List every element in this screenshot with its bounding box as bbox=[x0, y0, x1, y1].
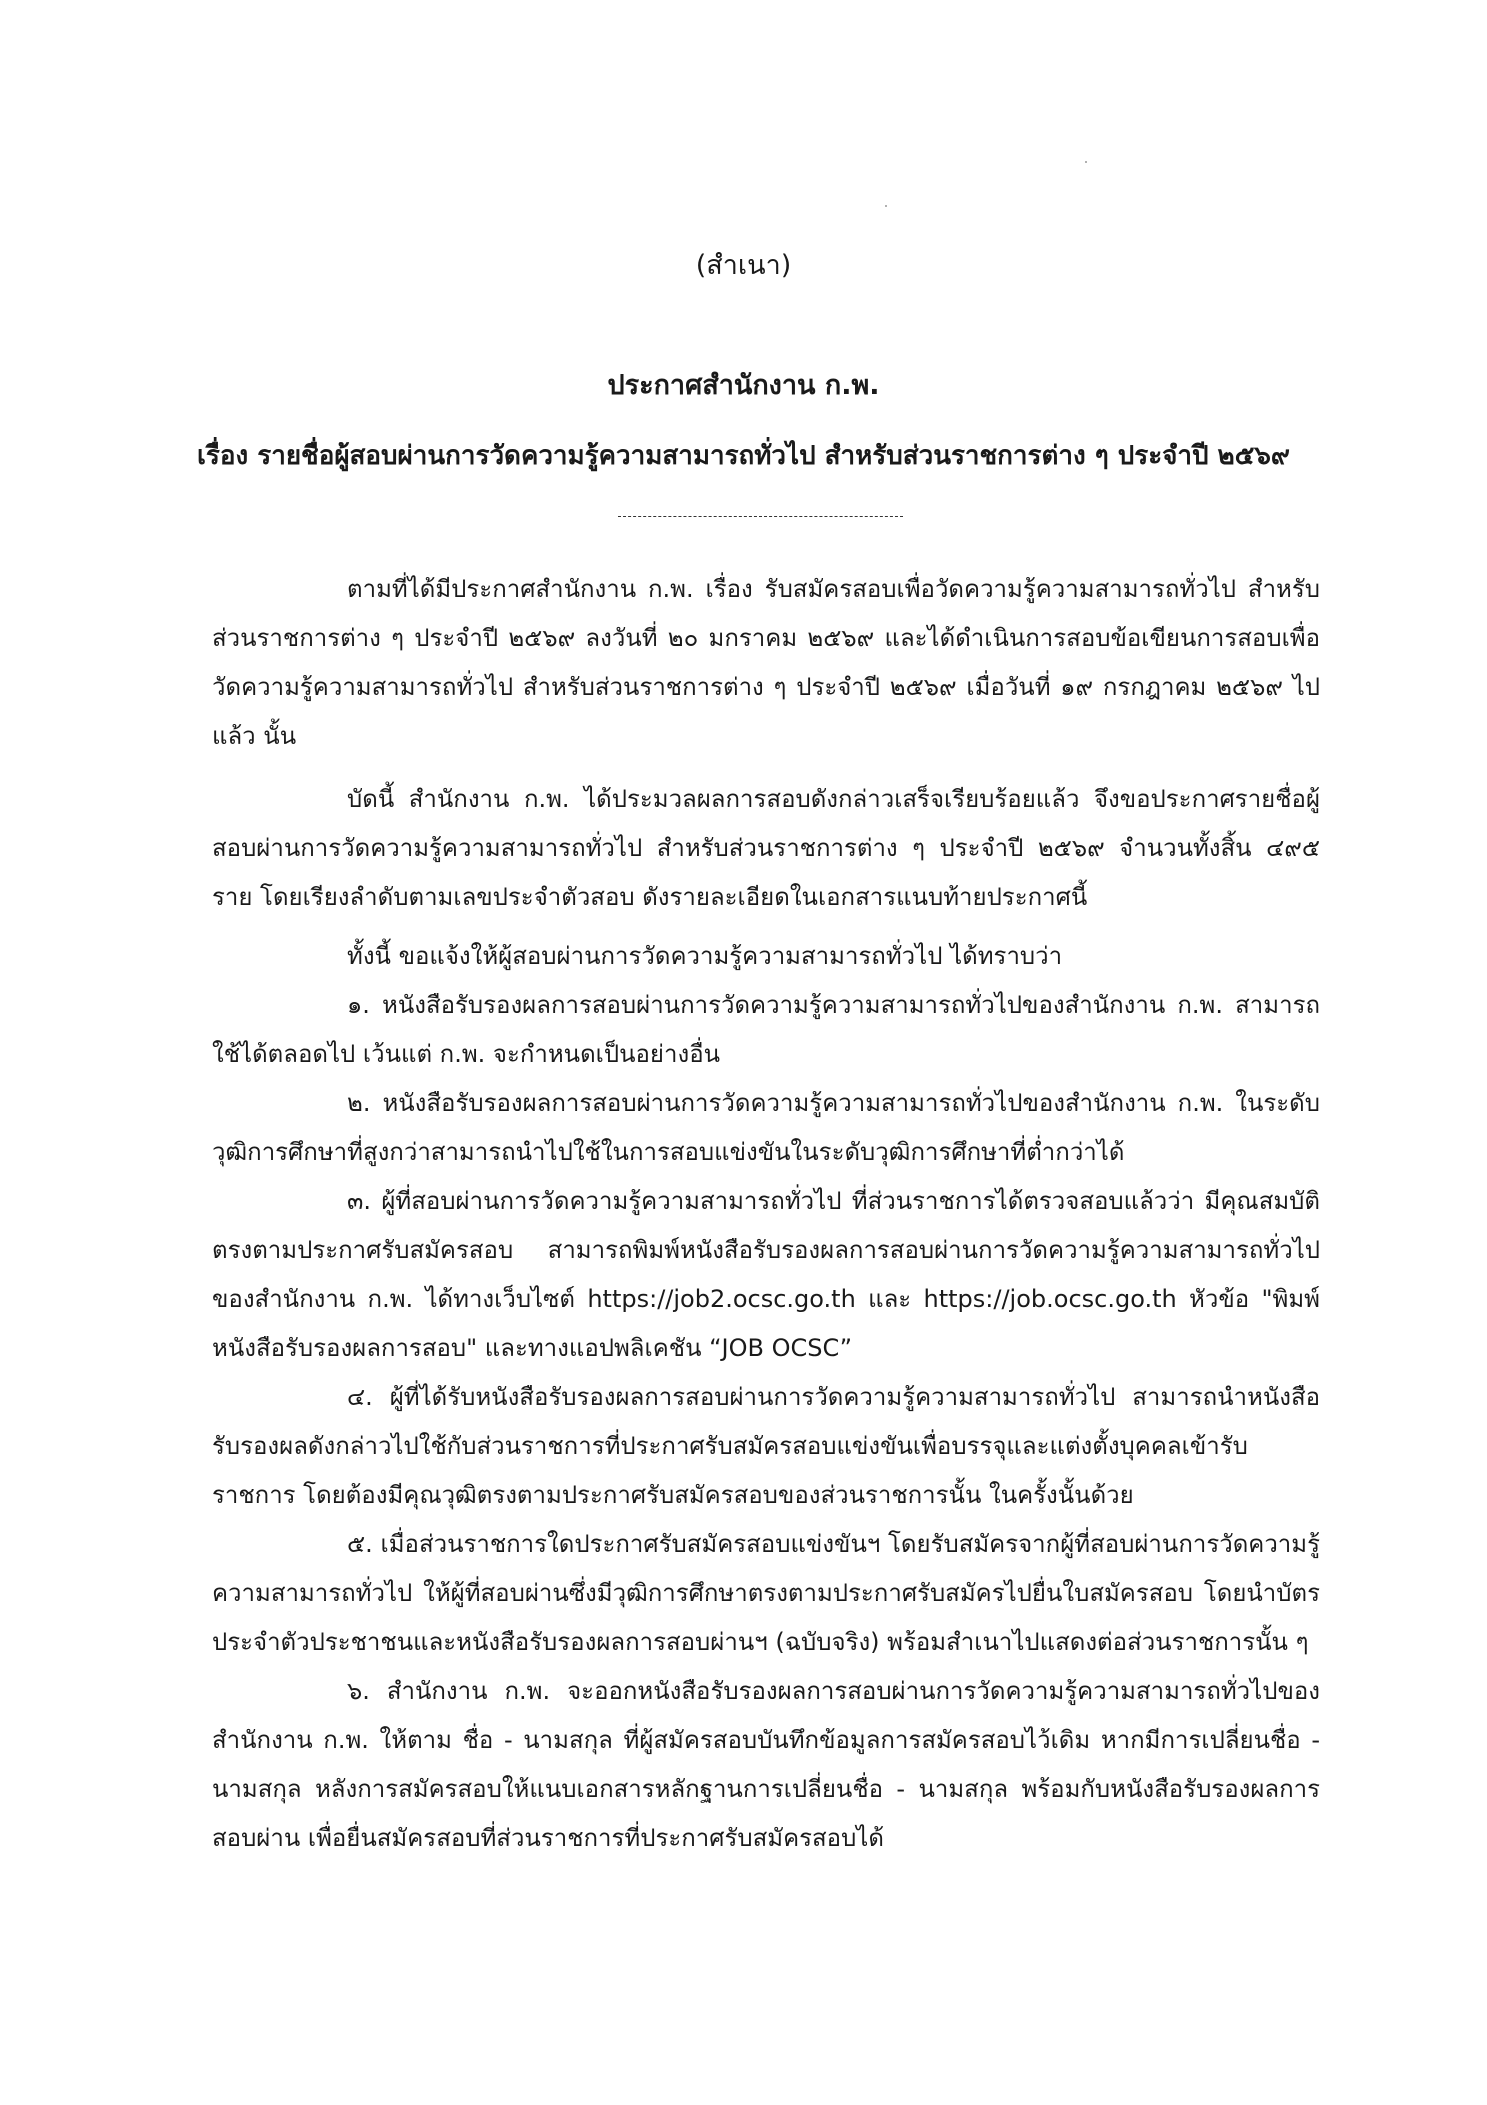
paragraph-notice: ทั้งนี้ ขอแจ้งให้ผู้สอบผ่านการวัดความรู้ความสามารถทั่วไป ได้ทราบว่า bbox=[347, 942, 1063, 970]
copy-mark: (สำเนา) bbox=[695, 250, 792, 281]
dashed-divider bbox=[618, 516, 903, 517]
paragraph-result: บัดนี้ สำนักงาน ก.พ. ได้ประมวลผลการสอบดังกล่าวเสร็จเรียบร้อยแล้ว จึงขอประกาศรายชื่อผู้สอบผ่านการวัดความรู้ความสามารถทั่วไป สำหรับส่วนราชการต่าง ๆ ประจำปี ๒๕๖๙ จำนวนทั้งสิ้น ๔๙๕ ราย โดยเรียงลำดับตามเลขประจำตัวสอบ ดังรายละเอียดในเอกสารแนบท้ายประกาศนี้ bbox=[212, 785, 1320, 911]
list-item-2: ๒. หนังสือรับรองผลการสอบผ่านการวัดความรู้ความสามารถทั่วไปของสำนักงาน ก.พ. ในระดับวุฒิการศึกษาที่สูงกว่าสามารถนำไปใช้ในการสอบแข่งขันในระดับวุฒิการศึกษาที่ต่ำกว่าได้ bbox=[212, 1089, 1320, 1166]
list-item-3: ๓. ผู้ที่สอบผ่านการวัดความรู้ความสามารถทั่วไป ที่ส่วนราชการได้ตรวจสอบแล้วว่า มีคุณสมบัติตรงตามประกาศรับสมัครสอบ สามารถพิมพ์หนังสือรับรองผลการสอบผ่านการวัดความรู้ความสามารถทั่วไปของสำนักงาน ก.พ. ได้ทางเว็บไซต์ https://job2.ocsc.go.th และ https://job.ocsc.go.th หัวข้อ "พิมพ์หนังสือรับรองผลการสอบ" และทางแอปพลิเคชัน “JOB OCSC” bbox=[212, 1187, 1320, 1362]
announcement-title: ประกาศสำนักงาน ก.พ. bbox=[607, 370, 880, 401]
list-item-5: ๕. เมื่อส่วนราชการใดประกาศรับสมัครสอบแข่งขันฯ โดยรับสมัครจากผู้ที่สอบผ่านการวัดความรู้ความสามารถทั่วไป ให้ผู้ที่สอบผ่านซึ่งมีวุฒิการศึกษาตรงตามประกาศรับสมัครไปยื่นใบสมัครสอบ โดยนำบัตรประจำตัวประชาชนและหนังสือรับรองผลการสอบผ่านฯ (ฉบับจริง) พร้อมสำเนาไปแสดงต่อส่วนราชการนั้น ๆ bbox=[212, 1530, 1320, 1656]
list-item-6: ๖. สำนักงาน ก.พ. จะออกหนังสือรับรองผลการสอบผ่านการวัดความรู้ความสามารถทั่วไปของสำนักงาน ก.พ. ให้ตาม ชื่อ - นามสกุล ที่ผู้สมัครสอบบันทึกข้อมูลการสมัครสอบไว้เดิม หากมีการเปลี่ยนชื่อ - นามสกุล หลังการสมัครสอบให้แนบเอกสารหลักฐานการเปลี่ยนชื่อ - นามสกุล พร้อมกับหนังสือรับรองผลการสอบผ่าน เพื่อยื่นสมัครสอบที่ส่วนราชการที่ประกาศรับสมัครสอบได้ bbox=[212, 1677, 1320, 1852]
announcement-subject: เรื่อง รายชื่อผู้สอบผ่านการวัดความรู้ความสามารถทั่วไป สำหรับส่วนราชการต่าง ๆ ประจำปี ๒๕๖๙ bbox=[197, 441, 1290, 471]
list-item-4: ๔. ผู้ที่ได้รับหนังสือรับรองผลการสอบผ่านการวัดความรู้ความสามารถทั่วไป สามารถนำหนังสือรับรองผลดังกล่าวไปใช้กับส่วนราชการที่ประกาศรับสมัครสอบแข่งขันเพื่อบรรจุและแต่งตั้งบุคคลเข้ารับราชการ โดยต้องมีคุณวุฒิตรงตามประกาศรับสมัครสอบของส่วนราชการนั้น ในครั้งนั้นด้วย bbox=[212, 1383, 1320, 1509]
scan-speck bbox=[885, 205, 887, 207]
paragraph-intro: ตามที่ได้มีประกาศสำนักงาน ก.พ. เรื่อง รับสมัครสอบเพื่อวัดความรู้ความสามารถทั่วไป สำหรับส่วนราชการต่าง ๆ ประจำปี ๒๕๖๙ ลงวันที่ ๒๐ มกราคม ๒๕๖๙ และได้ดำเนินการสอบข้อเขียนการสอบเพื่อวัดความรู้ความสามารถทั่วไป สำหรับส่วนราชการต่าง ๆ ประจำปี ๒๕๖๙ เมื่อวันที่ ๑๙ กรกฎาคม ๒๕๖๙ ไปแล้ว นั้น bbox=[212, 575, 1320, 750]
announcement-body bbox=[212, 565, 1320, 1863]
scan-speck bbox=[1085, 161, 1087, 163]
list-item-1: ๑. หนังสือรับรองผลการสอบผ่านการวัดความรู้ความสามารถทั่วไปของสำนักงาน ก.พ. สามารถใช้ได้ตลอดไป เว้นแต่ ก.พ. จะกำหนดเป็นอย่างอื่น bbox=[212, 991, 1320, 1068]
